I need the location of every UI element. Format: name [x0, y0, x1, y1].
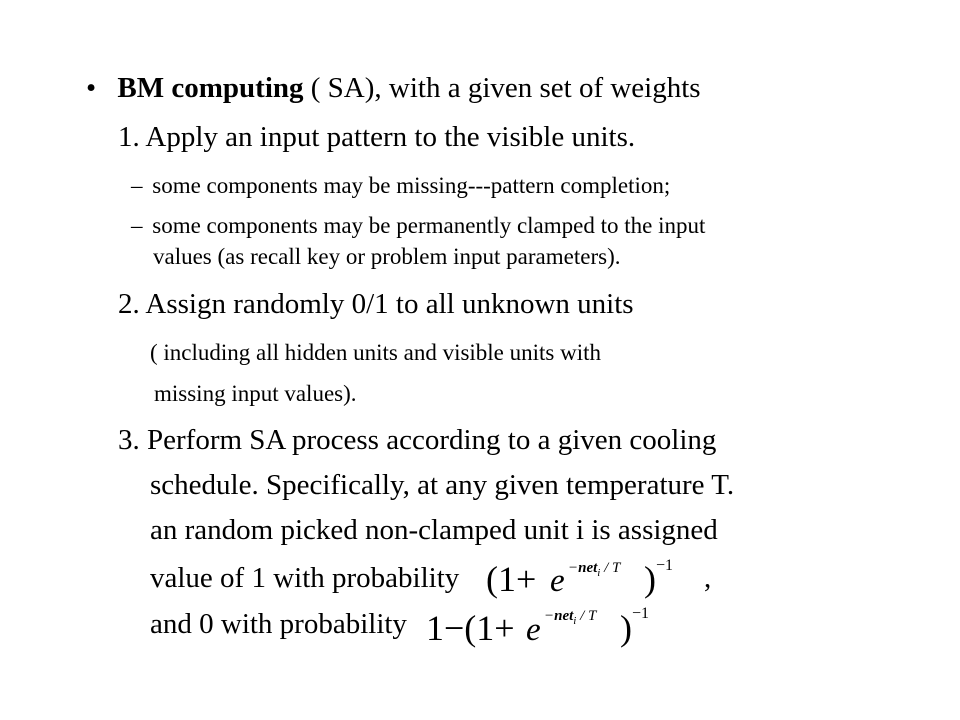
probability-formula-zero [424, 596, 664, 650]
svg-text:−neti / T [544, 608, 598, 627]
sub-bullet-clamped [131, 214, 705, 237]
formula-lead: 1−(1+ [426, 608, 515, 648]
formula-open: (1+ [486, 559, 537, 599]
formula-exp-net: net [554, 608, 574, 624]
formula-e: e [550, 563, 565, 599]
formula-exp-net: net [578, 560, 598, 576]
formula-exp-minus: − [568, 560, 579, 576]
formula-exp-sub: i [597, 567, 601, 579]
line-assign-detail-2: missing input values). [154, 381, 357, 406]
line-assign: 2. Assign randomly 0/1 to all unknown units [118, 288, 634, 320]
line-value-one: value of 1 with probability [150, 562, 460, 594]
formula-exp-minus: − [544, 608, 555, 624]
svg-text:−neti / T [568, 560, 622, 579]
bullet-main [86, 74, 701, 103]
formula-close: ) [620, 608, 632, 648]
probability-formula-one [484, 550, 704, 600]
formula-exp-rest: / T [576, 608, 597, 624]
line-schedule: schedule. Specifically, at any given temperature T. [150, 469, 735, 501]
formula-power: −1 [656, 557, 674, 574]
line-perform: 3. Perform SA process according to a given cooling [118, 424, 717, 456]
formula-close: ) [644, 559, 656, 599]
line-apply: 1. Apply an input pattern to the visible units. [118, 121, 636, 153]
bullet-bold-text: BM computing [117, 72, 304, 104]
sub-dash: – [131, 213, 143, 238]
bullet-rest-text: ( SA), with a given set of weights [303, 72, 701, 104]
sub-text: some components may be missing---pattern completion; [152, 173, 671, 198]
sub-bullet-missing [131, 174, 670, 197]
formula-e: e [526, 612, 541, 648]
comma: , [704, 562, 712, 594]
sub-text-line1: some components may be permanently clamped to the input [152, 213, 706, 238]
sub-dash: – [131, 173, 143, 198]
formula-power: −1 [632, 605, 650, 622]
sub-text-line2: values (as recall key or problem input parameters). [153, 244, 621, 269]
formula-exp-rest: / T [600, 560, 621, 576]
line-value-zero: and 0 with probability [150, 608, 407, 640]
line-assign-detail-1: ( including all hidden units and visible units with [150, 340, 602, 365]
formula-exp-sub: i [573, 615, 577, 627]
line-random-unit: an random picked non-clamped unit i is assigned [150, 514, 718, 546]
bullet-symbol: • [86, 72, 97, 104]
